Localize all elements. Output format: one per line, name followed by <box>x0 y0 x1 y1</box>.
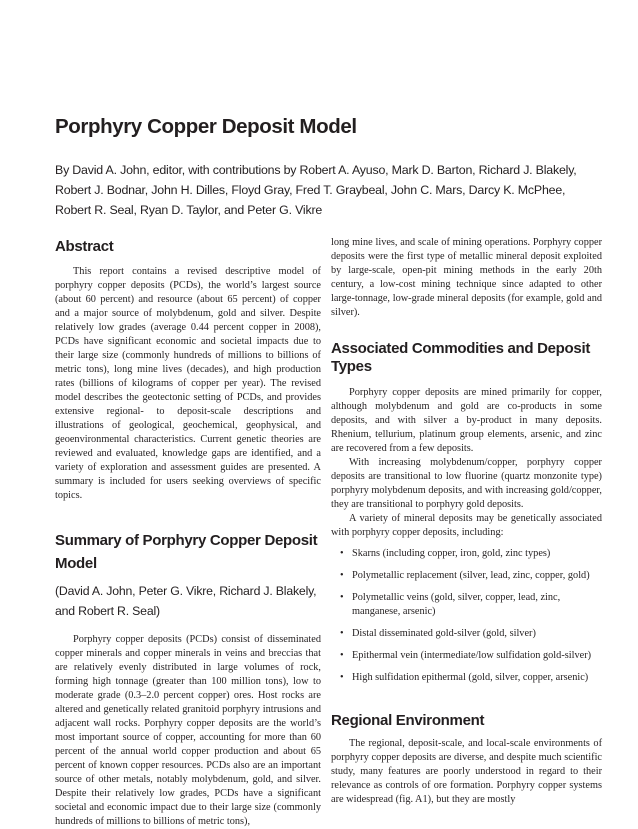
bullet-icon: • <box>340 672 344 683</box>
author-line: By David A. John, editor, with contributions by Robert A. Ayuso, Mark D. Barton, Richard J. Blakely, <box>55 163 577 177</box>
list-item <box>331 547 602 561</box>
summary-paragraph: Porphyry copper deposits (PCDs) consist of disseminated copper minerals and copper minerals in veins and breccias that are relatively evenly distributed in large volumes of rock, forming high tonnage (greater than 100 million tons), low to moderate grade (0.3–2.0 percent copper) ores. Host rocks are altered and genetically related granitoid porphyry intrusions and adjacent wall rocks. Porphyry copper deposits are the world’s most important source of copper, accounting for more than 60 percent of the annual world copper production and about 65 percent of known copper resources. PCDs also are an important source of other metals, notably molybdenum, gold, and silver. Despite their relatively low grades, PCDs have a significant societal and economic impact due to their large size (commonly hundreds of millions to billions of metric tons), <box>55 634 321 827</box>
list-item <box>331 671 602 685</box>
bullet-icon: • <box>340 650 344 661</box>
left-column <box>55 236 321 829</box>
list-item-text: Skarns (including copper, iron, gold, zinc types) <box>352 548 551 559</box>
associated-commodities-heading: Associated Commodities and Deposit Types <box>331 340 591 375</box>
bullet-icon: • <box>340 592 344 603</box>
regional-environment-heading: Regional Environment <box>331 712 485 729</box>
summary-continuation-paragraph: long mine lives, and scale of mining operations. Porphyry copper deposits were the first type of metallic mineral deposit exploited by large-scale, open-pit mining methods in the early 20th century, a low-cost mining technique since adapted to other large-tonnage, low-grade mineral deposits (for example, gold and silver). <box>331 237 602 318</box>
summary-heading: Summary of Porphyry Copper Deposit Model <box>55 532 318 572</box>
abstract-heading: Abstract <box>55 238 114 255</box>
regional-paragraph: The regional, deposit-scale, and local-scale environments of porphyry copper deposits are diverse, and despite much scientific study, many features are poorly understood in regard to their relevance as controls of ore formation. Porphyry copper systems are widespread (fig. A1), but they are mostly <box>331 738 602 805</box>
associated-paragraph: Porphyry copper deposits are mined primarily for copper, although molybdenum and gold are co-products in some deposits, and with silver a by-product in many deposits. Rhenium, tellurium, platinum group elements, arsenic, and zinc are recovered from a few deposits. <box>331 387 602 454</box>
associated-deposit-list <box>331 547 602 685</box>
bullet-icon: • <box>340 548 344 559</box>
author-line: Robert J. Bodnar, John H. Dilles, Floyd Gray, Fred T. Graybeal, John C. Mars, Darcy K. McPhee, <box>55 183 566 197</box>
list-item <box>331 627 602 641</box>
associated-paragraph: With increasing molybdenum/copper, porphyry copper deposits are transitional to low fluorine (quartz monzonite type) porphyry molybdenum deposits, and with increasing gold/copper, they are transitional to porphyry gold deposits. <box>331 457 602 510</box>
list-item <box>331 569 602 583</box>
list-item-text: Polymetallic veins (gold, silver, copper, lead, zinc, manganese, arsenic) <box>352 592 561 617</box>
author-line: Robert R. Seal, Ryan D. Taylor, and Peter G. Vikre <box>55 203 323 217</box>
summary-contributors: (David A. John, Peter G. Vikre, Richard J. Blakely, and Robert R. Seal) <box>55 584 317 618</box>
list-item <box>331 649 602 663</box>
bullet-icon: • <box>340 628 344 639</box>
list-item-text: Epithermal vein (intermediate/low sulfidation gold-silver) <box>352 650 592 661</box>
author-list <box>55 160 600 220</box>
list-item-text: Distal disseminated gold-silver (gold, silver) <box>352 628 536 639</box>
bullet-icon: • <box>340 570 344 581</box>
abstract-paragraph: This report contains a revised descriptive model of porphyry copper deposits (PCDs), the world’s largest source (about 60 percent) and resource (about 65 percent) of copper and a major source of molybdenum, gold and silver. Despite relatively low grades (average 0.44 percent copper in 2008), PCDs have significant economic and societal impacts due to their large size (commonly hundreds of millions to billions of metric tons), long mine lives (decades), and high production rates (billions of kilograms of copper per year). The revised model describes the geotectonic setting of PCDs, and provides extensive regional- to deposit-scale descriptions and illustrations of geological, geochemical, geophysical, and geoenvironmental characteristics. Current genetic theories are reviewed and evaluated, knowledge gaps are identified, and a variety of exploration and assessment guides are presented. A summary is included for users seeking overviews of specific topics. <box>55 266 321 501</box>
right-column <box>331 236 602 807</box>
list-item <box>331 591 602 619</box>
list-item-text: Polymetallic replacement (silver, lead, zinc, copper, gold) <box>352 570 590 581</box>
associated-paragraph: A variety of mineral deposits may be genetically associated with porphyry copper deposits, including: <box>331 513 602 538</box>
list-item-text: High sulfidation epithermal (gold, silver, copper, arsenic) <box>352 672 589 683</box>
paper-title: Porphyry Copper Deposit Model <box>55 115 357 138</box>
